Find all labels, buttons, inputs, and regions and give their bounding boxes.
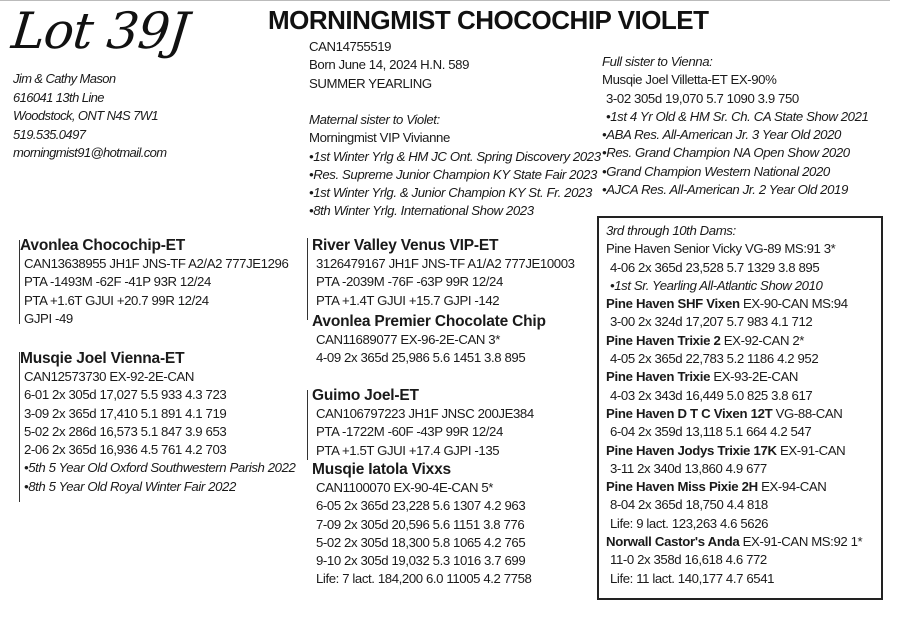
award-line: •Res. Supreme Junior Champion KY State Fair 2023 [309, 166, 597, 182]
dam-sire-bracket [307, 390, 308, 460]
owner-name: Jim & Cathy Mason [13, 71, 116, 86]
birth-date: Born June 14, 2024 H.N. 589 [309, 57, 470, 73]
dam-sire-line: PTA +1.5T GJUI +17.4 GJPI -135 [316, 442, 500, 458]
maternal-sister-header: Maternal sister to Violet: [309, 112, 440, 127]
dam-line: 3-09 2x 365d 17,410 5.1 891 4.1 719 [24, 405, 227, 421]
sire-sire-line: 3126479167 JH1F JNS-TF A1/A2 777JE10003 [316, 256, 575, 271]
sire-line: PTA -1493M -62F -41P 93R 12/24 [24, 274, 211, 290]
sire-dam-name: Avonlea Premier Chocolate Chip [312, 313, 546, 330]
sire-dam-block [312, 312, 546, 368]
show-class: SUMMER YEARLING [309, 75, 432, 91]
dam-entry-line: 4-03 2x 343d 16,449 5.0 825 3.8 617 [610, 387, 813, 403]
award-line: •8th 5 Year Old Royal Winter Fair 2022 [24, 478, 236, 494]
dam-dam-line: Life: 7 lact. 184,200 6.0 11005 4.2 7758 [316, 571, 532, 587]
dam-entry-title: Norwall Castor's Anda [606, 534, 740, 550]
sire-block [20, 236, 288, 328]
lot-number: Lot 39J [8, 2, 192, 60]
dam-entry-title: Pine Haven Trixie [606, 369, 711, 385]
dam-entry-line: 8-04 2x 365d 18,750 4.4 818 [610, 497, 768, 513]
dam-line: 6-01 2x 305d 17,027 5.5 933 4.3 723 [24, 387, 227, 403]
dam-entry-class: EX-91-CAN MS:92 1* [739, 534, 863, 550]
dam-sire-name: Guimo Joel-ET [312, 387, 419, 404]
owner-email[interactable]: morningmist91@hotmail.com [13, 145, 167, 161]
dam-dam-line: CAN1100070 EX-90-4E-CAN 5* [316, 480, 494, 495]
dam-block [20, 349, 295, 496]
registration-number: CAN14755519 [309, 39, 392, 54]
sire-name: Avonlea Chocochip-ET [20, 237, 186, 254]
dam-name: Musqie Joel Vienna-ET [20, 350, 185, 367]
dam-sire-block [312, 386, 534, 460]
dam-entry-title: Pine Haven Trixie 2 [606, 332, 721, 348]
dam-entry-title: Pine Haven D T C Vixen 12T [606, 405, 773, 421]
dam-entry-class: EX-93-2E-CAN [710, 369, 798, 385]
dam-entry-class: EX-92-CAN 2* [720, 332, 804, 348]
sire-sire-bracket [307, 238, 308, 320]
award-line: •5th 5 Year Old Oxford Southwestern Parish 2022 [24, 460, 296, 476]
award-line: •ABA Res. All-American Jr. 3 Year Old 2020 [602, 127, 841, 143]
sire-dam-line: CAN11689077 EX-96-2E-CAN 3* [316, 332, 500, 347]
full-sister-name: Musqie Joel Villetta-ET EX-90% [602, 72, 777, 88]
full-sister [602, 53, 868, 199]
dam-entry-class: EX-90-CAN MS:94 [739, 296, 848, 312]
dam-sire-line: CAN106797223 JH1F JNSC 200JE384 [316, 406, 534, 421]
dam-entry-line: 4-06 2x 365d 23,528 5.7 1329 3.8 895 [610, 259, 820, 275]
dam-entry-line: 4-05 2x 365d 22,783 5.2 1186 4.2 952 [610, 351, 819, 367]
production-record: 3-02 305d 19,070 5.7 1090 3.9 750 [606, 90, 799, 106]
dam-entry-line: 3-11 2x 340d 13,860 4.9 677 [610, 460, 767, 476]
sire-line: PTA +1.6T GJUI +20.7 99R 12/24 [24, 292, 209, 308]
maternal-sister [309, 111, 601, 221]
dam-entry-title: Pine Haven Senior Vicky [606, 241, 742, 257]
dam-line: 5-02 2x 286d 16,573 5.1 847 3.9 653 [24, 423, 227, 439]
dam-dam-line: 6-05 2x 365d 23,228 5.6 1307 4.2 963 [316, 498, 526, 514]
top-rule [0, 0, 890, 1]
maternal-sister-name: Morningmist VIP Vivianne [309, 130, 450, 146]
owner-address: 616041 13th Line [13, 89, 104, 105]
dam-entry-name [606, 240, 862, 258]
dam-dam-line: 9-10 2x 305d 19,032 5.3 1016 3.7 699 [316, 553, 526, 569]
award-line: •1st 4 Yr Old & HM Sr. Ch. CA State Show 2021 [606, 108, 869, 124]
dam-entry-title: Pine Haven Jodys Trixie 17K [606, 442, 777, 458]
owner-phone: 519.535.0497 [13, 126, 86, 142]
dam-entry-title: Pine Haven Miss Pixie 2H [606, 479, 758, 495]
page-title: MORNINGMIST CHOCOCHIP VIOLET [268, 5, 709, 35]
sire-sire-line: PTA +1.4T GJUI +15.7 GJPI -142 [316, 292, 500, 308]
dam-entry-line: 3-00 2x 324d 17,207 5.7 983 4.1 712 [610, 314, 813, 330]
dam-entry-class: VG-89 MS:91 3* [741, 241, 836, 257]
dam-dam-line: 5-02 2x 305d 18,300 5.8 1065 4.2 765 [316, 534, 526, 550]
dam-entry-line: Life: 11 lact. 140,177 4.7 6541 [610, 570, 775, 586]
dam-entry-class: EX-94-CAN [757, 479, 827, 495]
award-line: •1st Sr. Yearling All-Atlantic Show 2010 [610, 277, 823, 293]
dams-box-content [606, 222, 862, 588]
sire-line: GJPI -49 [24, 310, 73, 326]
dam-dam-block [312, 460, 531, 589]
dams-box-header: 3rd through 10th Dams: [606, 223, 736, 238]
sire-dam-line: 4-09 2x 365d 25,986 5.6 1451 3.8 895 [316, 350, 526, 366]
dam-entry-class: VG-88-CAN [772, 405, 843, 421]
dam-entry-class: EX-91-CAN [776, 442, 846, 458]
animal-info [309, 38, 469, 93]
award-line: •Grand Champion Western National 2020 [602, 163, 830, 179]
award-line: •AJCA Res. All-American Jr. 2 Year Old 2019 [602, 182, 848, 198]
dam-dam-name: Musqie Iatola Vixxs [312, 461, 451, 478]
sire-line: CAN13638955 JH1F JNS-TF A2/A2 777JE1296 [24, 256, 289, 271]
sire-sire-line: PTA -2039M -76F -63P 99R 12/24 [316, 274, 503, 290]
owner-info [13, 70, 167, 163]
sire-sire-name: River Valley Venus VIP-ET [312, 237, 499, 254]
sire-sire-block [312, 236, 575, 310]
award-line: •1st Winter Yrlg & HM JC Ont. Spring Discovery 2023 [309, 148, 601, 164]
full-sister-header: Full sister to Vienna: [602, 54, 713, 69]
award-line: •Res. Grand Champion NA Open Show 2020 [602, 145, 850, 161]
award-line: •1st Winter Yrlg. & Junior Champion KY St. Fr. 2023 [309, 185, 592, 201]
dam-line: CAN12573730 EX-92-2E-CAN [24, 369, 194, 384]
dam-entry-line: 6-04 2x 359d 13,118 5.1 664 4.2 547 [610, 424, 812, 440]
dam-line: 2-06 2x 365d 16,936 4.5 761 4.2 703 [24, 442, 227, 458]
owner-city: Woodstock, ONT N4S 7W1 [13, 108, 159, 124]
dam-sire-line: PTA -1722M -60F -43P 99R 12/24 [316, 424, 503, 440]
dam-entry-title: Pine Haven SHF Vixen [606, 296, 740, 312]
dam-entry-line: Life: 9 lact. 123,263 4.6 5626 [610, 515, 769, 531]
award-line: •8th Winter Yrlg. International Show 2023 [309, 203, 534, 219]
dam-entry-line: 11-0 2x 358d 16,618 4.6 772 [610, 552, 767, 568]
dam-dam-line: 7-09 2x 305d 20,596 5.6 1151 3.8 776 [316, 516, 525, 532]
